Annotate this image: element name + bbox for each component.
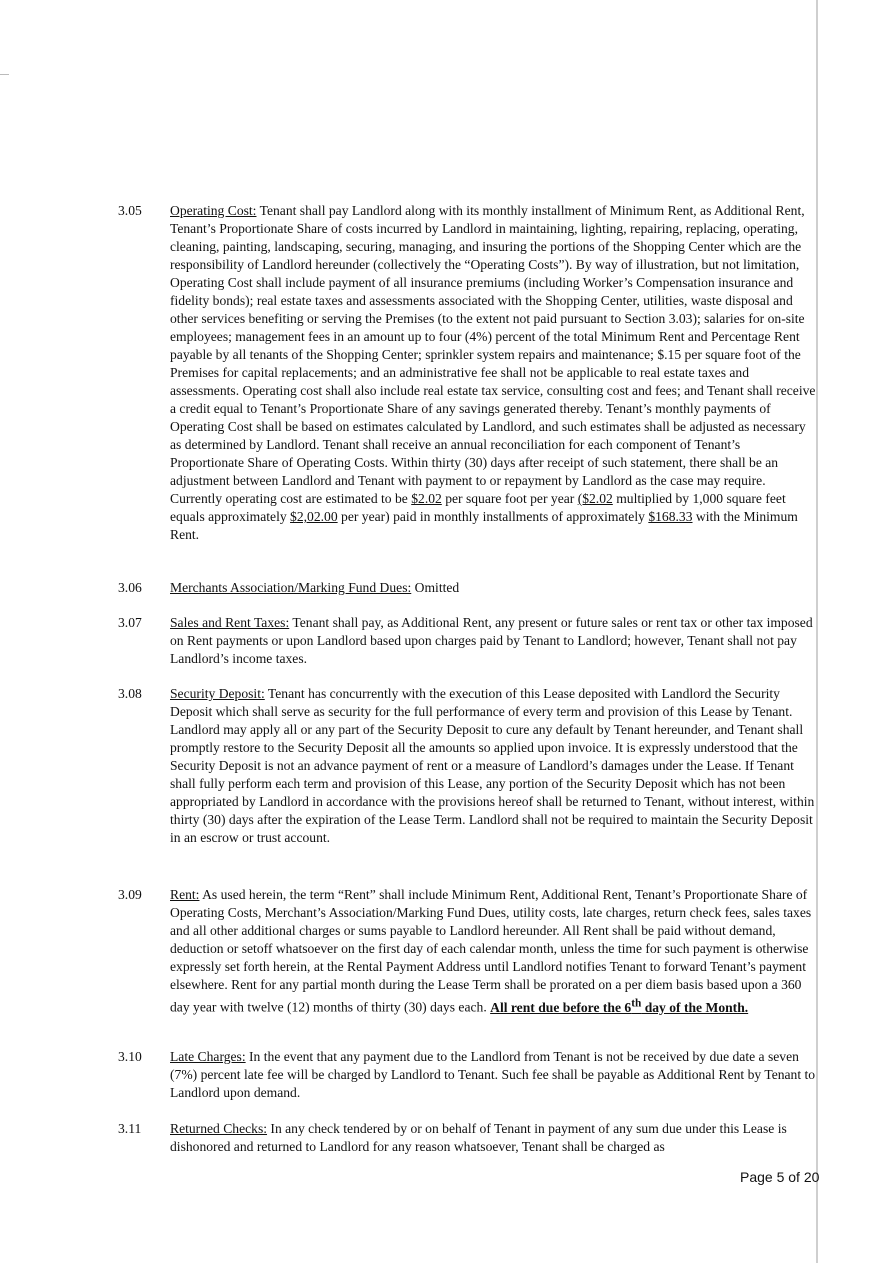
section-body — [170, 579, 816, 597]
section-text: per square foot per year — [441, 491, 578, 506]
section-number: 3.11 — [118, 1121, 142, 1136]
section-number: 3.06 — [118, 580, 142, 595]
section-body — [170, 1120, 816, 1156]
section-body — [170, 1048, 816, 1102]
section-text: As used herein, the term “Rent” shall include Minimum Rent, Additional Rent, Tenant’s Proportionate Share of Operating Costs, Merchant’s Association/Marking Fund Dues, utility costs, late charges, return check fees, sales taxes and all other additional charges or sums payable to Landlord hereunder. All Rent shall be paid without demand, deduction or setoff whatsoever on the first day of each calendar month, unless the time for such payment is otherwise expressly set forth herein, at the Rental Payment Address until Landlord notifies Tenant to forward Tenant’s payment elsewhere. Rent for any partial month during the Lease Term shall be prorated on a per diem basis based upon a 360 day year with twelve (12) months of thirty (30) days each. — [170, 887, 812, 1015]
monthly-installment: $168.33 — [648, 509, 693, 524]
section-text: Tenant has concurrently with the execution of this Lease deposited with Landlord the Security Deposit which shall serve as security for the full performance of every term and provision of this Lease by Tenant. Landlord may apply all or any part of the Security Deposit to cure any default by Tenant hereunder, and Tenant shall promptly restore to the Security Deposit all the amounts so applied upon invoice. It is expressly understood that the Security Deposit is not an advance payment of rent or a measure of Landlord’s damages under the Lease. If Tenant shall fully perform each term and provision of this Lease, any portion of the Security Deposit which has not been appropriated by Landlord in accordance with the provisions hereof shall be returned to Tenant, without interest, within thirty (30) days after the expiration of the Lease Term. Landlord shall not be required to maintain the Security Deposit in an escrow or trust account. — [170, 686, 815, 845]
scan-margin-mark — [0, 74, 9, 75]
section-text: Tenant shall pay, as Additional Rent, any present or future sales or rent tax or other tax imposed on Rent payments or upon Landlord based upon charges paid by Tenant to Landlord; however, Tenant shall not pay Landlord’s income taxes. — [170, 615, 813, 666]
section-text: In any check tendered by or on behalf of Tenant in payment of any sum due under this Lease is dishonored and returned to Landlord for any reason whatsoever, Tenant shall be charged as — [170, 1121, 787, 1154]
section-number: 3.09 — [118, 887, 142, 902]
cost-per-sqft: $2.02 — [411, 491, 442, 506]
section-number: 3.08 — [118, 686, 142, 701]
rent-due-text-end: day of the Month. — [641, 999, 749, 1015]
section-number: 3.05 — [118, 203, 142, 218]
section-body — [170, 886, 816, 1017]
section-body — [170, 685, 816, 847]
section-text: with the Minimum Rent. — [170, 509, 798, 542]
section-heading: Sales and Rent Taxes: — [170, 615, 290, 630]
section-body — [170, 614, 816, 668]
section-text: per year) paid in monthly installments of approximately — [337, 509, 649, 524]
section-heading: Late Charges: — [170, 1049, 246, 1064]
rent-due-notice — [490, 997, 749, 1015]
section-heading: Returned Checks: — [170, 1121, 268, 1136]
cost-multiplier: ($2.02 — [577, 491, 613, 506]
section-heading: Operating Cost: — [170, 203, 257, 218]
section-heading: Security Deposit: — [170, 686, 265, 701]
annual-cost: $2,02.00 — [290, 509, 338, 524]
section-text: In the event that any payment due to the Landlord from Tenant is not be received by due date a seven (7%) percent late fee will be charged by Landlord to Tenant. Such fee shall be payable as Additional Rent by Tenant to Landlord upon demand. — [170, 1049, 816, 1100]
ordinal-suffix: th — [631, 997, 642, 1009]
page-right-edge — [816, 0, 818, 1263]
section-text: Omitted — [411, 580, 460, 595]
section-text: multiplied by 1,000 square feet equals approximately — [170, 491, 786, 524]
rent-due-text: All rent due before the 6 — [490, 999, 632, 1015]
section-text: Tenant shall pay Landlord along with its monthly installment of Minimum Rent, as Additional Rent, Tenant’s Proportionate Share of costs incurred by Landlord in maintaining, lighting, repairing, replacing, operating, cleaning, painting, landscaping, securing, managing, and insuring the portions of the Shopping Center which are the responsibility of Landlord hereunder (collectively the “Operating Costs”). By way of illustration, but not limitation, Operating Cost shall include payment of all insurance premiums (including Worker’s Compensation insurance and fidelity bonds); real estate taxes and assessments associated with the Shopping Center, utilities, waste disposal and other services benefiting or serving the Premises (to the extent not paid pursuant to Section 3.03); salaries for on-site employees; management fees in an amount up to four (4%) percent of the total Minimum Rent and Percentage Rent payable by all tenants of the Shopping Center; sprinkler system repairs and maintenance; $.15 per square foot of the Premises for capital replacements; and an administrative fee shall not be applicable to real estate taxes and assessments. Operating cost shall also include real estate tax service, consulting cost and fees; and Tenant shall receive a credit equal to Tenant’s Proportionate Share of any savings generated thereby. Tenant’s monthly payments of Operating Cost shall be based on estimates calculated by Landlord, and such estimates shall be adjusted as necessary as determined by Landlord. Tenant shall receive an annual reconciliation for each component of Tenant’s Proportionate Share of Operating Costs. Within thirty (30) days after receipt of such statement, there shall be an adjustment between Landlord and Tenant with payment to or repayment by Landlord as the case may require. Currently operating cost are estimated to be — [170, 203, 816, 506]
section-number: 3.10 — [118, 1049, 142, 1064]
section-heading: Rent: — [170, 887, 200, 902]
section-body — [170, 202, 816, 544]
section-number: 3.07 — [118, 615, 142, 630]
section-heading: Merchants Association/Marking Fund Dues: — [170, 580, 412, 595]
page-number: Page 5 of 20 — [740, 1169, 820, 1185]
